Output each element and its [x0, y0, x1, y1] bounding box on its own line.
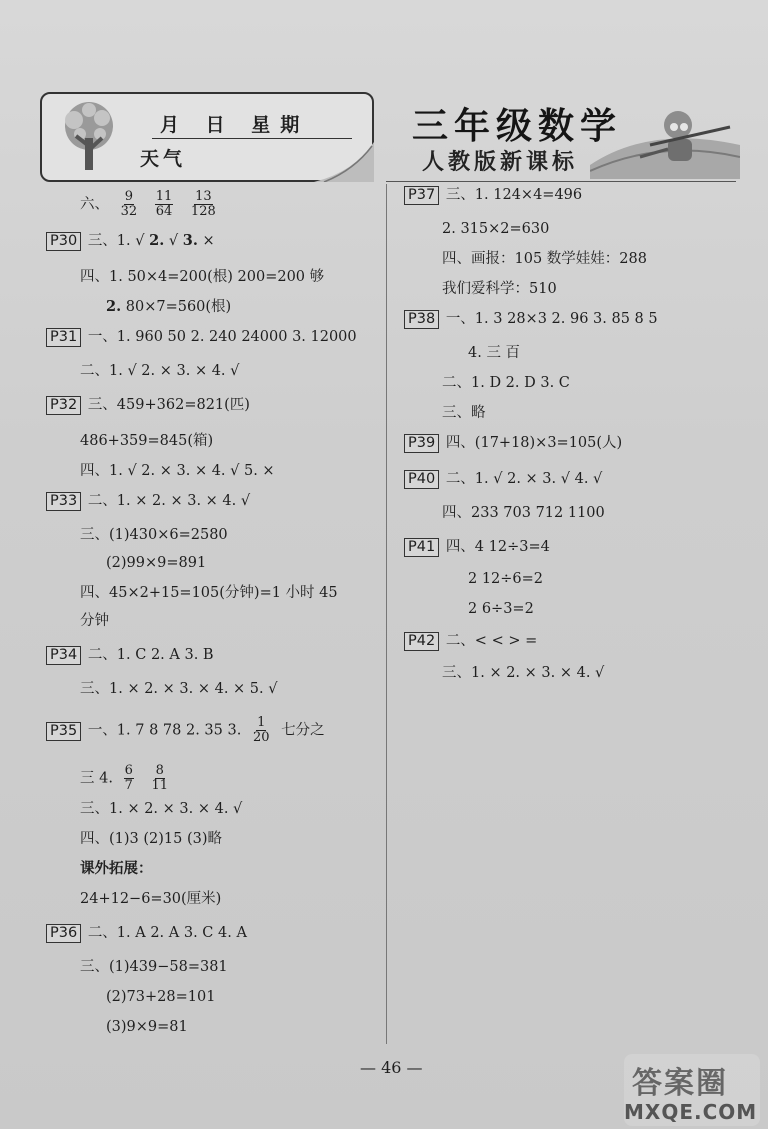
book-subtitle: 人教版新课标 — [422, 149, 579, 175]
answer-line: 二、1. √ 2. × 3. × 4. √ — [80, 363, 240, 379]
answer-line: (2)99×9=891 — [106, 555, 207, 571]
cartoon-kid-icon — [590, 105, 740, 179]
column-divider — [386, 184, 387, 1044]
answer-line: 三、1. × 2. × 3. × 4. √ — [442, 665, 605, 681]
page-badge-p31: P31 — [46, 328, 81, 347]
answer-line: P34 二、1. C 2. A 3. B — [46, 646, 214, 665]
tree-icon — [52, 100, 126, 174]
answer-line: 2. 315×2=630 — [442, 221, 550, 237]
answer-line: 我们爱科学：510 — [442, 281, 557, 297]
page-badge-p34: P34 — [46, 646, 81, 665]
fraction: $\frac{1}{20}$ — [252, 715, 270, 745]
watermark-url: MXQE.COM — [624, 1100, 758, 1124]
header-underline — [152, 138, 352, 139]
page-badge-p39: P39 — [404, 434, 439, 453]
page-badge-p35: P35 — [46, 722, 81, 741]
answer-line: 四、(1)3 (2)15 (3)略 — [80, 831, 223, 847]
answer-line: 三、(1)439−58=381 — [80, 959, 228, 975]
page-badge-p32: P32 — [46, 396, 81, 415]
fraction: $\frac{6}{7}$ — [124, 763, 133, 793]
page-number: — 46 — — [360, 1058, 423, 1077]
answer-line: P32 三、459+362=821(匹) — [46, 396, 250, 415]
answer-line: 三、1. × 2. × 3. × 4. × 5. √ — [80, 681, 278, 697]
page-badge-p42: P42 — [404, 632, 439, 651]
answer-line: 四、1. 50×4=200(根) 200=200 够 — [80, 269, 325, 285]
extension-title: 课外拓展： — [80, 860, 153, 877]
page-badge-p38: P38 — [404, 310, 439, 329]
date-weather-box — [40, 92, 374, 182]
answer-line: (3)9×9=81 — [106, 1019, 188, 1035]
page-badge-p41: P41 — [404, 538, 439, 557]
answer-line: P30 三、1. √ 2. √ 3. × — [46, 232, 215, 251]
answer-line: 四、233 703 712 1100 — [442, 505, 605, 521]
answer-line: (2)73+28=101 — [106, 989, 216, 1005]
answer-line: 2 6÷3=2 — [468, 601, 534, 617]
section-label: 六、 — [80, 196, 109, 213]
answer-line: 三、(1)430×6=2580 — [80, 527, 228, 543]
page-curl-icon — [314, 142, 374, 182]
answer-line: 三、略 — [442, 405, 486, 421]
answer-line: P35 一、1. 7 8 78 2. 35 3. $\frac{1}{20}$ 七分之 — [46, 716, 325, 745]
fraction: $\frac{9}{32}$ — [120, 189, 138, 219]
month-day-week-label: 月 日 星期 — [160, 114, 310, 136]
answer-line: P33 二、1. × 2. × 3. × 4. √ — [46, 492, 250, 511]
answer-line: P36 二、1. A 2. A 3. C 4. A — [46, 924, 247, 943]
answer-line: 三 4. $\frac{6}{7}$ $\frac{8}{11}$ — [80, 763, 168, 793]
page-badge-p33: P33 — [46, 492, 81, 511]
watermark-cn: 答案圈 — [632, 1066, 728, 1101]
book-title: 三年级数学 — [412, 105, 623, 147]
answer-line: P40 二、1. √ 2. × 3. √ 4. √ — [404, 470, 602, 489]
answer-line: 4. 三 百 — [468, 345, 521, 361]
page-badge-p36: P36 — [46, 924, 81, 943]
page-badge-p40: P40 — [404, 470, 439, 489]
answer-line — [80, 190, 223, 219]
answer-line: P39 四、(17+18)×3=105(人) — [404, 434, 622, 453]
answer-line: P41 四、4 12÷3=4 — [404, 538, 550, 557]
weather-label: 天气 — [140, 148, 187, 170]
page-badge-p37: P37 — [404, 186, 439, 205]
answer-line: 分钟 — [80, 613, 109, 629]
answer-line: 2 12÷6=2 — [468, 571, 544, 587]
answer-line: 四、画报：105 数学娃娃：288 — [442, 251, 647, 267]
answer-line: P31 一、1. 960 50 2. 240 24000 3. 12000 — [46, 328, 357, 347]
answer-line: 三、1. × 2. × 3. × 4. √ — [80, 801, 243, 817]
column-divider-top — [386, 181, 736, 182]
answer-line: 24+12−6=30(厘米) — [80, 891, 222, 907]
fraction: $\frac{13}{128}$ — [190, 189, 216, 219]
answer-line: 486+359=845(箱) — [80, 433, 214, 449]
page-badge-p30: P30 — [46, 232, 81, 251]
answer-line: P38 一、1. 3 28×3 2. 96 3. 85 8 5 — [404, 310, 658, 329]
answer-line: P42 二、< < > = — [404, 632, 537, 651]
answer-line: 四、1. √ 2. × 3. × 4. √ 5. × — [80, 463, 275, 479]
answer-line: 二、1. D 2. D 3. C — [442, 375, 570, 391]
fraction: $\frac{11}{64}$ — [155, 189, 173, 219]
answer-line: 四、45×2+15=105(分钟)=1 小时 45 — [80, 585, 338, 601]
answer-line: 2. 80×7=560(根) — [106, 298, 232, 315]
answer-line: P37 三、1. 124×4=496 — [404, 186, 582, 205]
fraction: $\frac{8}{11}$ — [151, 763, 168, 793]
